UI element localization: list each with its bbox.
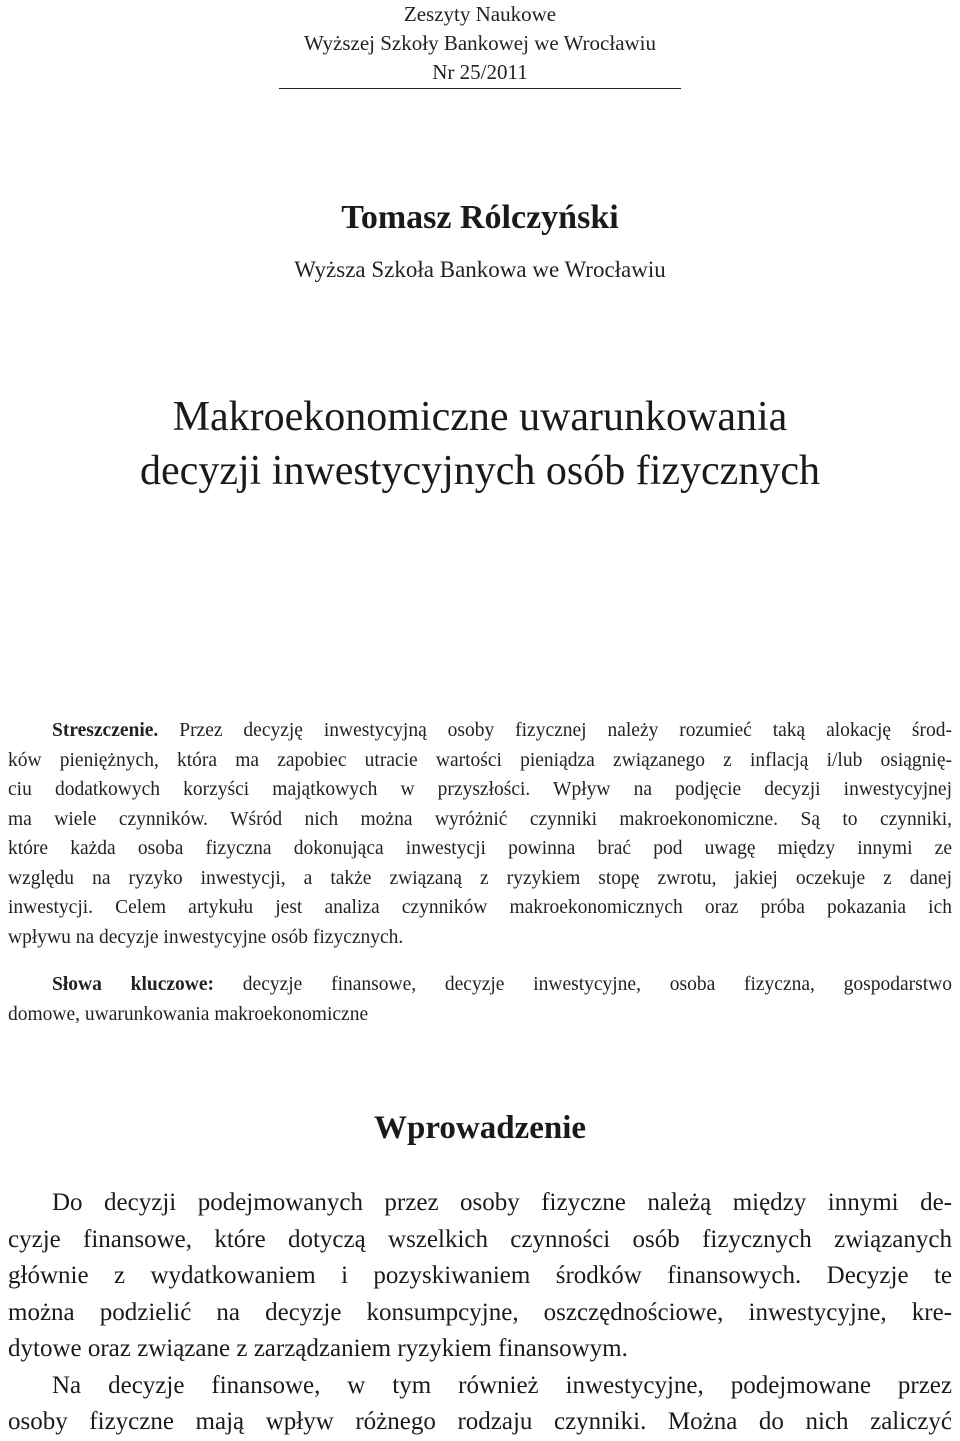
title-line-2: decyzji inwestycyjnych osób fizycznych [140,448,820,494]
section-heading: Wprowadzenie [373,1110,587,1146]
abstract-label: Streszczenie. [52,720,159,741]
keywords-label: Słowa kluczowe: [52,974,215,995]
journal-publisher: Wyższej Szkoły Bankowej we Wrocławiu [303,31,657,55]
journal-header [0,0,960,87]
body-line: cyzje finansowe, które dotyczą wszelkich czynności osób fizycznych związanych [8,1225,952,1253]
keywords-text: decyzje finansowe, decyzje inwestycyjne, osoba fizyczna, gospodarstwo [242,974,952,995]
body-text [8,1185,952,1441]
body-line: można podzielić na decyzje konsumpcyjne, oszczędnościowe, inwestycyjne, kre- [8,1298,952,1326]
body-line: dytowe oraz związane z zarządzaniem ryzykiem finansowym. [8,1335,628,1362]
abstract-line: ków pieniężnych, która ma zapobiec utracie wartości pieniądza związanego z inflacją i/lub osiągnię- [8,749,952,771]
body-line: osoby fizyczne mają wpływ różnego rodzaju czynniki. Można do nich zaliczyć [8,1408,952,1435]
journal-name: Zeszyty Naukowe [403,2,557,26]
paper-title [0,390,960,498]
keywords-line: domowe, uwarunkowania makroekonomiczne [8,1004,369,1025]
body-line: Na decyzje finansowe, w tym również inwestycyjne, podejmowane przez [52,1371,952,1399]
keywords-line [8,970,952,1000]
author-affiliation: Wyższa Szkoła Bankowa we Wrocławiu [294,257,666,282]
body-line: głównie z wydatkowaniem i pozyskiwaniem środków finansowych. Decyzje te [8,1262,952,1289]
abstract-line: wpływu na decyzje inwestycyjne osób fizycznych. [8,926,404,948]
abstract-line: ciu dodatkowych korzyści majątkowych w przyszłości. Wpływ na podjęcie decyzji inwestycyjnej [8,779,952,800]
keywords [8,970,952,1030]
abstract-line [8,716,952,746]
abstract-line: względu na ryzyko inwestycji, a także związaną z ryzykiem stopę zwrotu, jakiej oczekuje z danej [8,867,952,889]
body-line: Do decyzji podejmowanych przez osoby fizyczne należą między innymi de- [52,1189,952,1216]
journal-issue: Nr 25/2011 [432,60,528,84]
abstract-text: Przez decyzję inwestycyjną osoby fizycznej należy rozumieć taką alokację środ- [179,720,952,741]
header-divider [279,88,681,89]
title-line-1: Makroekonomiczne uwarunkowania [172,394,788,440]
abstract [8,716,952,952]
abstract-line: ma wiele czynników. Wśród nich można wyróżnić czynniki makroekonomiczne. Są to czynniki, [8,808,952,830]
author-name: Tomasz Rólczyński [341,199,619,236]
abstract-line: inwestycji. Celem artykułu jest analiza czynników makroekonomicznych oraz próba pokazania ich [8,897,952,918]
abstract-line: które każda osoba fizyczna dokonująca inwestycji powinna brać pod uwagę między innymi ze [8,838,952,859]
